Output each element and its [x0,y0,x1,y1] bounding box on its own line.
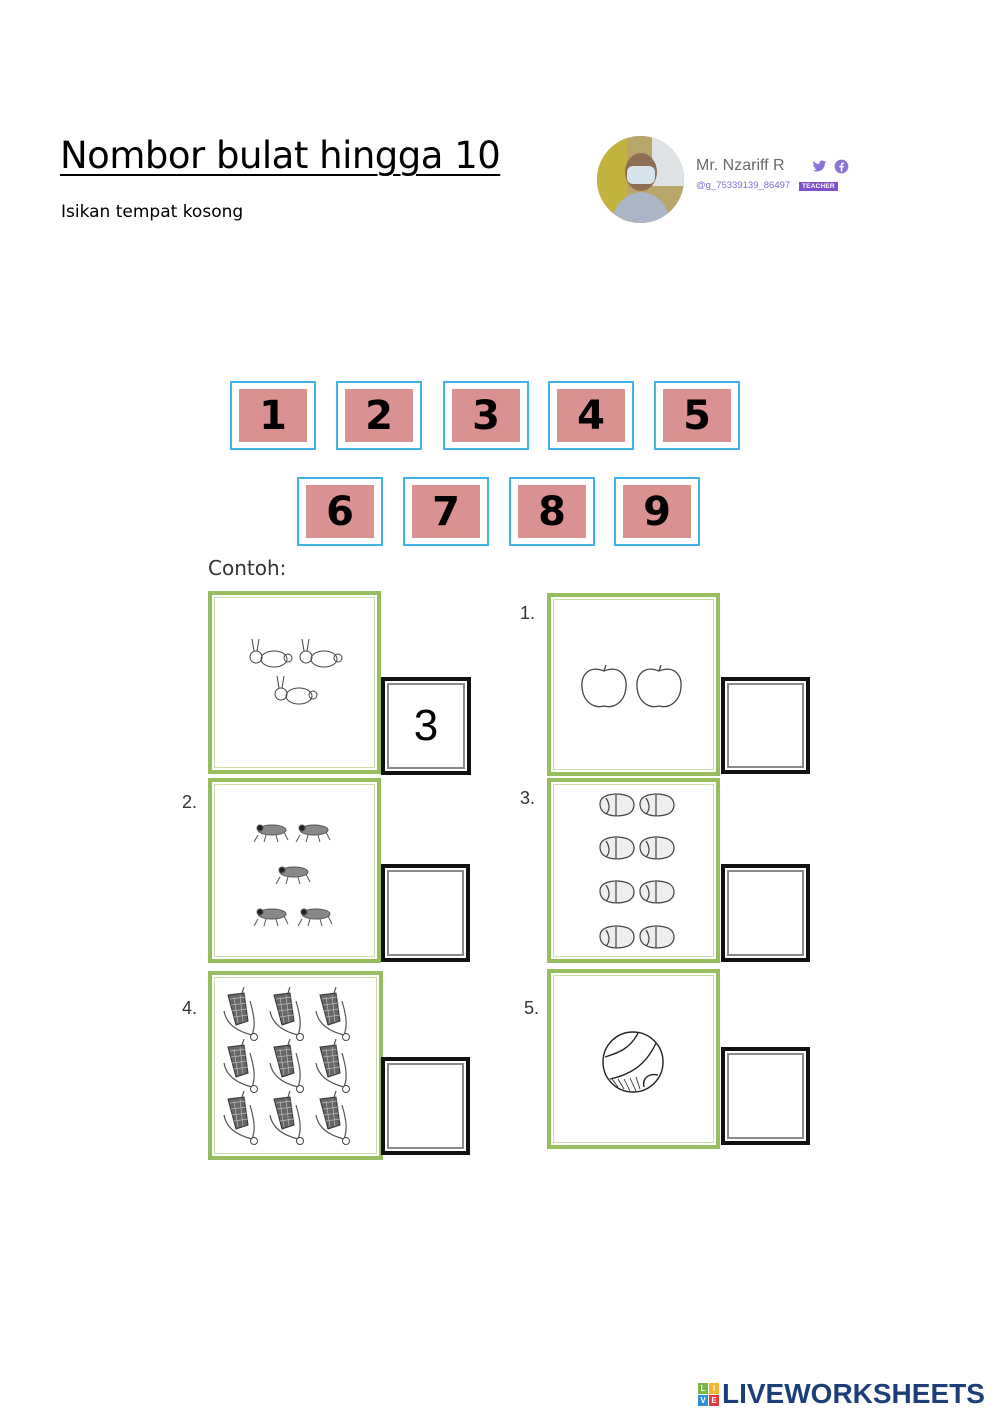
number-tile-1[interactable] [230,381,316,450]
number-tile-label: 1 [239,389,307,442]
ball-icon [600,1029,666,1095]
question-5-answer-input[interactable] [721,1047,810,1145]
question-number-4: 4. [182,998,198,1018]
live-logo-icon [698,1383,719,1406]
number-tile-label: 2 [345,389,413,442]
question-3-picture-box [547,778,720,963]
number-tile-label: 6 [306,485,374,538]
brand-name: LIVEWORKSHEETS [722,1378,985,1409]
question-4-picture-box [208,971,383,1160]
number-tile-4[interactable] [548,381,634,450]
number-tile-8[interactable] [509,477,595,546]
teacher-badge: TEACHER [799,182,838,191]
example-picture-box [208,591,381,774]
logo-letter: L [698,1383,708,1394]
pepper-icon [594,792,679,957]
question-number-5: 5. [524,998,540,1018]
question-2-answer-input[interactable] [381,864,470,962]
facebook-icon[interactable] [834,159,849,174]
question-1-answer-input[interactable] [721,677,810,774]
twitter-icon[interactable] [812,159,827,174]
question-4-answer-input[interactable] [381,1057,470,1155]
question-number-3: 3. [520,788,536,808]
corn-icon [222,987,362,1147]
question-5-picture-box [547,969,720,1149]
question-3-answer-input[interactable] [721,864,810,962]
example-label: Contoh: [208,556,287,580]
number-tile-label: 7 [412,485,480,538]
number-tile-5[interactable] [654,381,740,450]
number-tile-label: 8 [518,485,586,538]
apple-icon [579,663,689,713]
question-1-picture-box [547,593,720,776]
number-tile-9[interactable] [614,477,700,546]
question-number-2: 2. [182,792,198,812]
number-tile-2[interactable] [336,381,422,450]
logo-letter: I [709,1383,719,1394]
avatar-photo [597,136,684,223]
author-avatar[interactable] [597,136,684,223]
liveworksheets-logo[interactable] [698,1378,985,1410]
example-answer-box: 3 [381,677,471,775]
number-tile-label: 9 [623,485,691,538]
question-number-1: 1. [520,603,536,623]
question-2-picture-box [208,778,381,963]
number-tile-3[interactable] [443,381,529,450]
number-tile-label: 3 [452,389,520,442]
number-tile-label: 5 [663,389,731,442]
number-tile-label: 4 [557,389,625,442]
grasshopper-icon [252,818,342,928]
logo-letter: V [698,1395,708,1406]
worksheet-title: Nombor bulat hingga 10 [60,134,501,177]
author-handle[interactable]: @g_75339139_86497 [696,180,791,191]
logo-letter: E [709,1395,719,1406]
worksheet-instruction: Isikan tempat kosong [61,202,244,222]
number-tile-6[interactable] [297,477,383,546]
rabbit-icon [242,635,352,720]
number-tile-7[interactable] [403,477,489,546]
author-name[interactable]: Mr. Nzariff R [696,157,785,174]
